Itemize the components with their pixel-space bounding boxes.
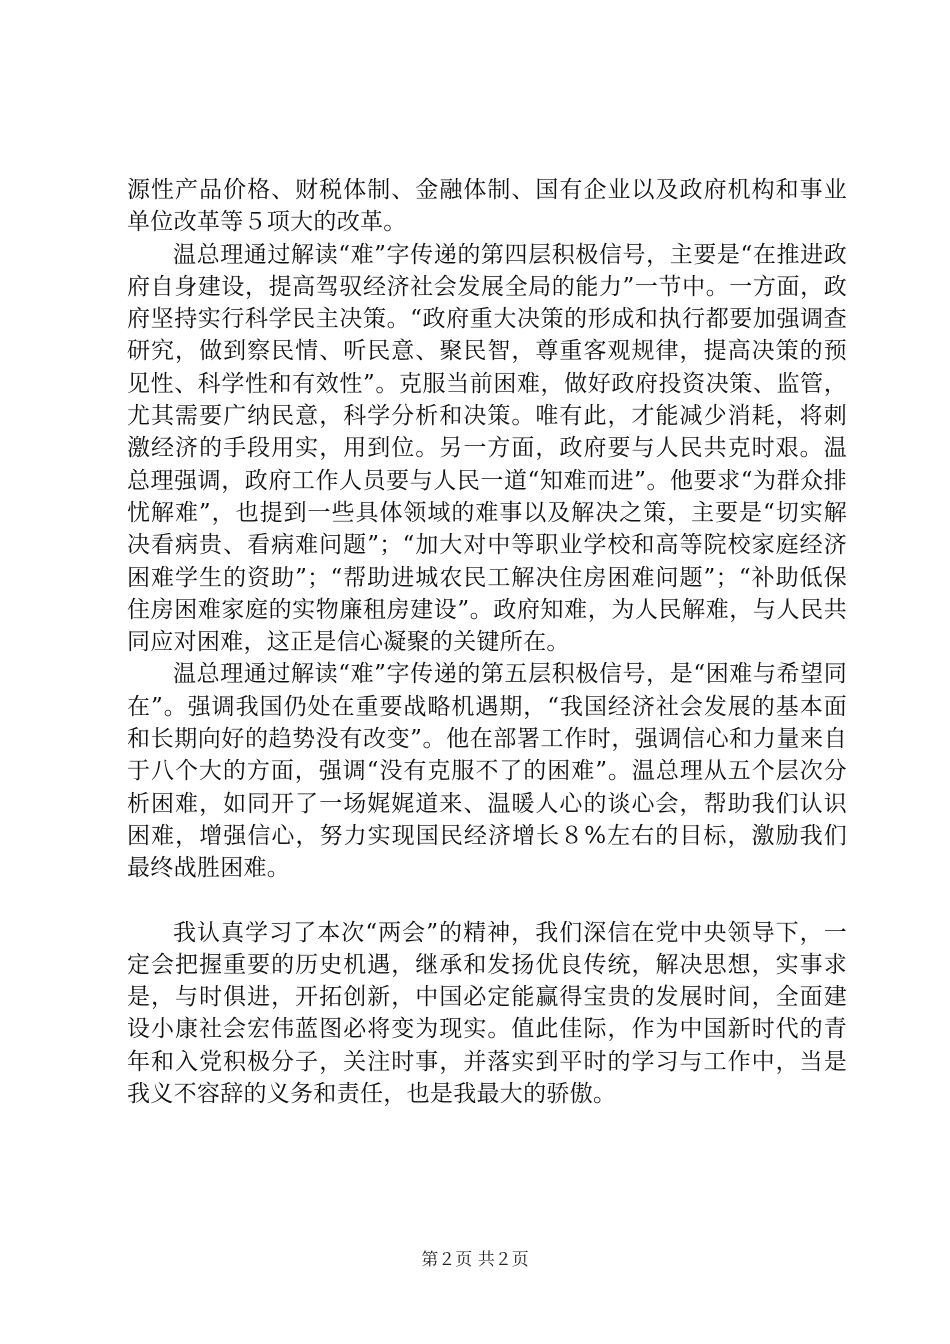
paragraph-continuation: 源性产品价格、财税体制、金融体制、国有企业以及政府机构和事业单位改革等５项大的改革。: [127, 177, 847, 236]
paragraph-fourth-signal: 温总理通过解读“难”字传递的第四层积极信号，主要是“在推进政府自身建设，提高驾驭经济社会发展全局的能力”一节中。一方面，政府坚持实行科学民主决策。“政府重大决策的形成和执行都要加强调查研究，做到察民情、听民意、聚民智，尊重客观规律，提高决策的预见性、科学性和有效性”。克服当前困难，做好政府投资决策、监管，尤其需要广纳民意，科学分析和决策。唯有此，才能减少消耗，将刺激经济的手段用实，用到位。另一方面，政府要与人民共克时艰。温总理强调，政府工作人员要与人民一道“知难而进”。他要求“为群众排忧解难”，也提到一些具体领域的难事以及解决之策，主要是“切实解决看病贵、看病难问题”；“加大对中等职业学校和高等院校家庭经济困难学生的资助”；“帮助进城农民工解决住房困难问题”；“补助低保住房困难家庭的实物廉租房建设”。政府知难，为人民解难，与人民共同应对困难，这正是信心凝聚的关键所在。: [127, 241, 847, 656]
paragraph-fifth-signal: 温总理通过解读“难”字传递的第五层积极信号，是“困难与希望同在”。强调我国仍处在重要战略机遇期，“我国经济社会发展的基本面和长期向好的趋势没有改变”。他在部署工作时，强调信心和力量来自于八个大的方面，强调“没有克服不了的困难”。温总理从五个层次分析困难，如同开了一场娓娓道来、温暖人心的谈心会，帮助我们认识困难，增强信心，努力实现国民经济增长８%左右的目标，激励我们最终战胜困难。: [127, 661, 847, 882]
page-footer: 第２页 共２页: [421, 1250, 529, 1270]
paragraph-conclusion: 我认真学习了本次“两会”的精神，我们深信在党中央领导下，一定会把握重要的历史机遇，继承和发扬优良传统，解决思想，实事求是，与时俱进，开拓创新，中国必定能赢得宝贵的发展时间，全面建设小康社会宏伟蓝图必将变为现实。值此佳际，作为中国新时代的青年和入党积极分子，关注时事，并落实到平时的学习与工作中，当是我义不容辞的义务和责任，也是我最大的骄傲。: [127, 919, 847, 1108]
document-body: [127, 174, 847, 1110]
